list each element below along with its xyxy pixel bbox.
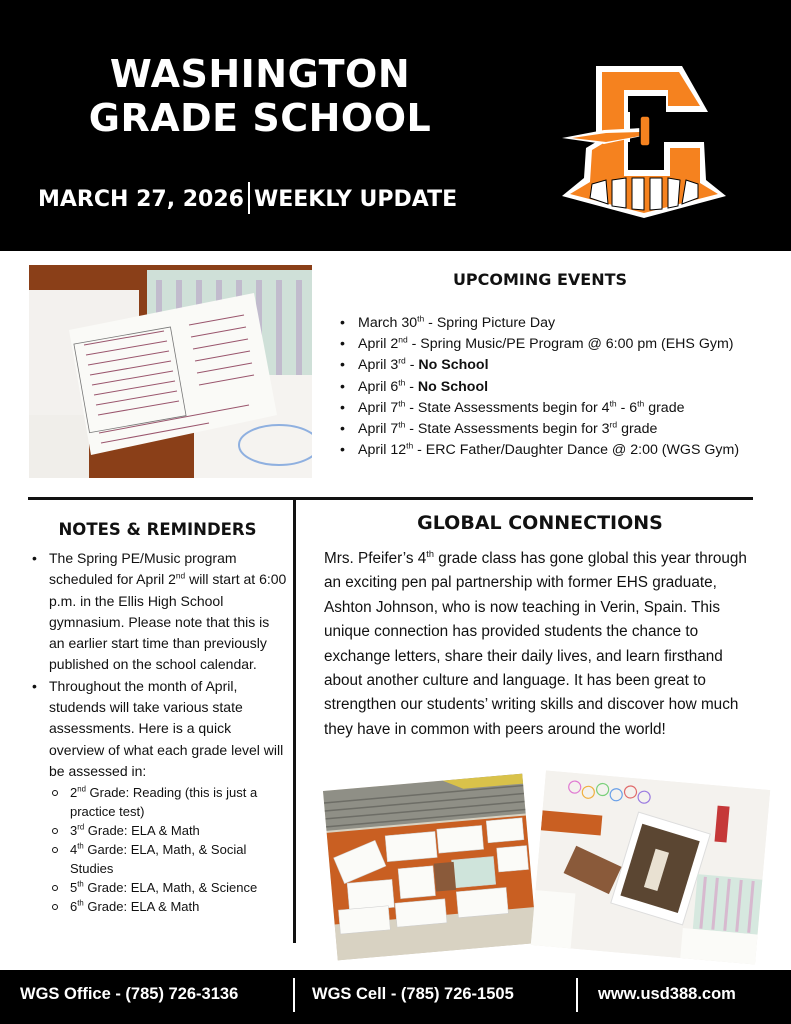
issue-subtitle [38,182,457,215]
letters-closeup-image [531,771,770,965]
school-name-line1: WASHINGTON [109,52,411,96]
global-connections-heading: GLOBAL CONNECTIONS [417,512,663,534]
postcard-image [29,265,312,478]
upcoming-events-heading: UPCOMING EVENTS [452,270,628,289]
school-name-line2: GRADE SCHOOL [88,96,432,140]
subtitle-divider [248,182,250,214]
issue-label: WEEKLY UPDATE [253,187,458,212]
pen-pal-letters-closeup-photo [531,771,770,965]
no-school-label: No School [418,357,489,374]
grade-item: 6th Grade: ELA & Math [49,897,288,916]
contact-footer [0,970,791,1024]
event-item: • April 6th - No School [340,377,790,398]
grade-item: 3rd Grade: ELA & Math [49,821,288,840]
event-item: • April 12th - ERC Father/Daughter Dance @ 2:00 (WGS Gym) [340,440,790,461]
letters-table-image [323,774,537,961]
school-name [60,52,460,140]
vertical-divider [293,500,296,943]
grade-assessment-list [49,783,288,916]
office-phone-link[interactable]: WGS Office - (785) 726-3136 [20,985,239,1003]
horizontal-divider [28,497,753,500]
global-connections-body: Mrs. Pfeifer’s 4th grade class has gone global this year through an exciting pen pal partnership with former EHS graduate, Ashton Johnson, who is now teaching in Verin, Spain. This unique connection has provided students the chance to exchange letters, share their daily lives, and learn firsthand about another culture and language. It has been great to strengthen our students’ writing skills and discover how much they have in common with peers around the world! [324,548,747,738]
pen-pal-letters-table-photo [323,774,537,961]
school-logo-icon [544,38,744,223]
event-item: • April 7th - State Assessments begin for 3rd grade [340,419,790,440]
no-school-label: No School [417,378,489,395]
pen-pal-postcard-photo [29,265,312,478]
note-item: • The Spring PE/Music program scheduled for April 2nd will start at 6:00 p.m. in the Ellis High School gymnasium. Please note that this is an earlier start time than previously published on the school calendar. [30,548,288,676]
event-item: • March 30th - Spring Picture Day [340,313,790,334]
event-item: • April 7th - State Assessments begin for 4th - 6th grade [340,398,790,419]
notes-reminders-heading: NOTES & REMINDERS [58,520,257,539]
footer-divider [293,978,295,1012]
grade-item: 2nd Grade: Reading (this is just a practice test) [49,783,288,821]
issue-date: MARCH 27, 2026 [38,187,244,212]
newsletter-header [0,0,791,251]
footer-divider [576,978,578,1012]
grade-item: 4th Garde: ELA, Math, & Social Studies [49,840,288,878]
upcoming-events-list [340,313,790,461]
grade-item: 5th Grade: ELA, Math, & Science [49,878,288,897]
note-item: • Throughout the month of April, studends will take various state assessments. Here is a quick overview of what each grade level will be assessed in: 2nd Grade: Reading (this is just a practice test) 3rd Grade: ELA & Math 4th Garde: ELA, Math, & Social Studies 5th Grade: ELA, Math, & Science 6th Grade: ELA & Math [30,676,288,916]
notes-list [30,548,288,916]
website-link[interactable]: www.usd388.com [598,985,736,1003]
event-item: • April 3rd - No School [340,355,790,376]
event-item: • April 2nd - Spring Music/PE Program @ 6:00 pm (EHS Gym) [340,334,790,355]
cell-phone-link[interactable]: WGS Cell - (785) 726-1505 [312,985,514,1003]
